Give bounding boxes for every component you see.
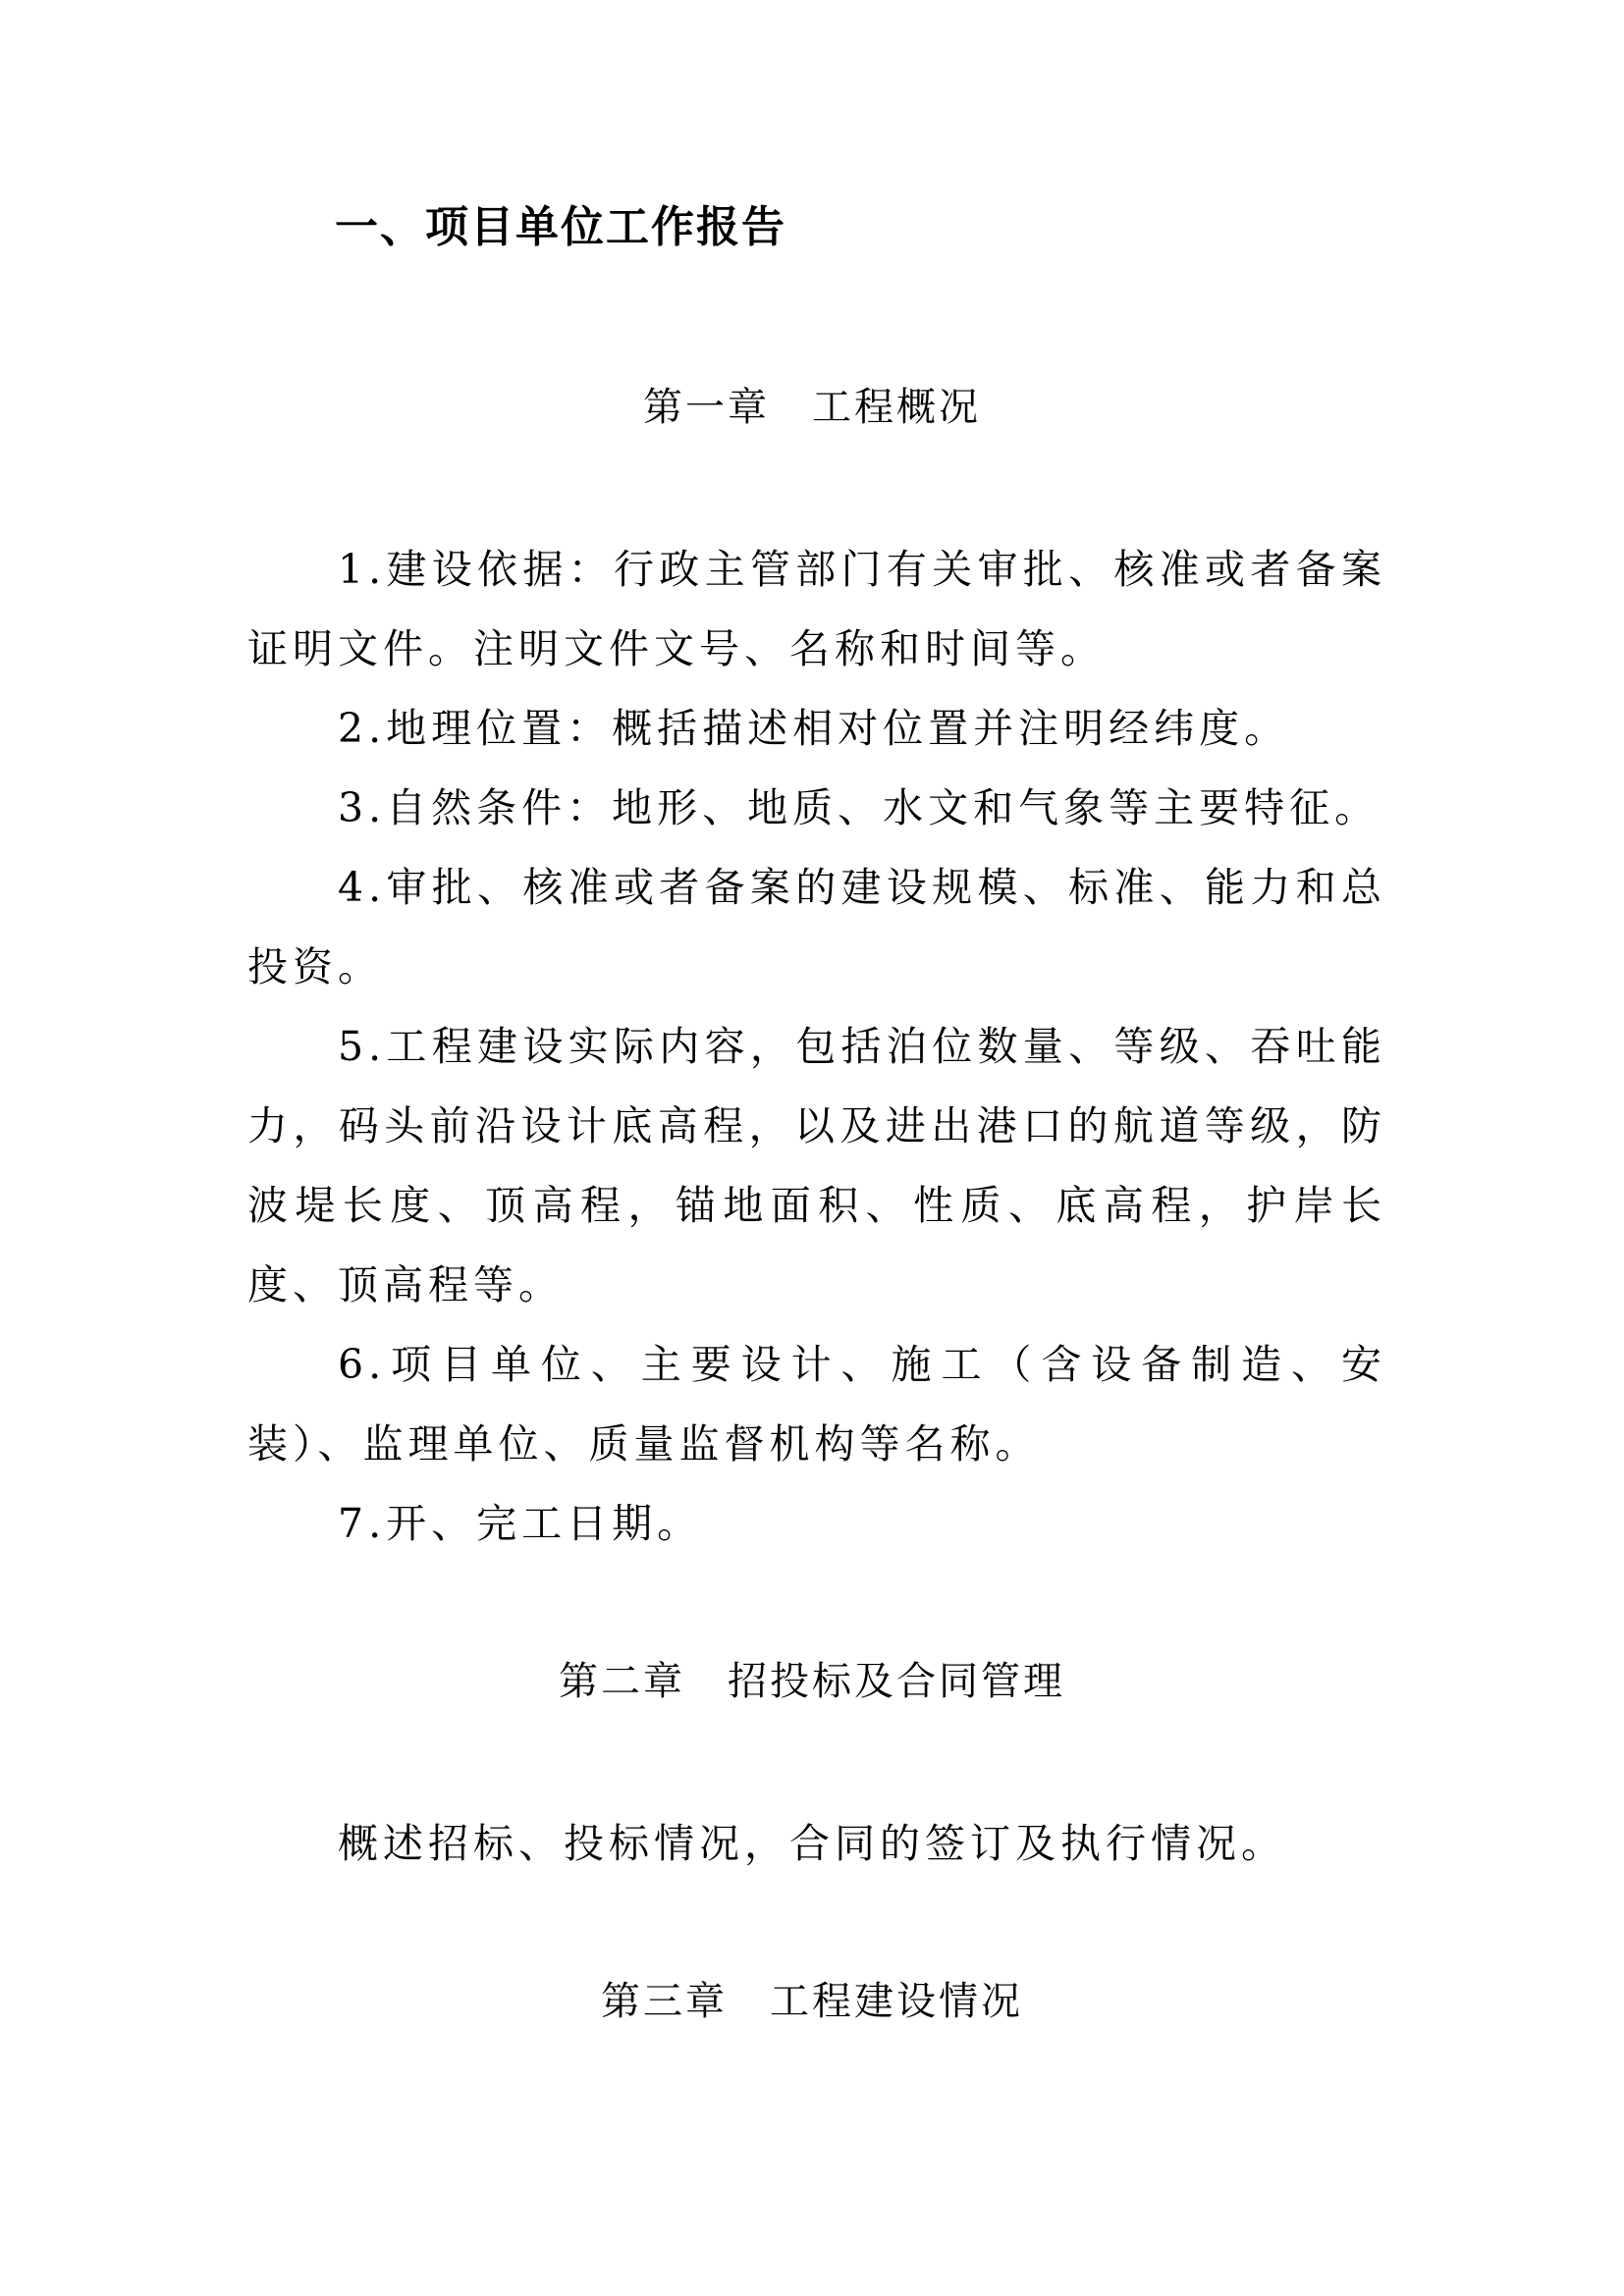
chapter-3-title: 第三章 工程建设情况: [601, 1979, 1023, 2024]
paragraph-location: 2.地理位置：概括描述相对位置并注明经纬度。: [338, 705, 1290, 752]
chapter-1-body: [247, 530, 1386, 1564]
paragraph-construction-content: 5.工程建设实际内容，包括泊位数量、等级、吞吐能力，码头前沿设计底高程，以及进出港口的航道等级，防波堤长度、顶高程，锚地面积、性质、底高程，护岸长度、顶高程等。: [247, 1023, 1386, 1308]
paragraph-dates: 7.开、完工日期。: [338, 1500, 703, 1547]
chapter-2-title: 第二章 招投标及合同管理: [559, 1659, 1065, 1704]
chapter-1-title: 第一章 工程概况: [643, 385, 981, 430]
paragraph-natural-conditions: 3.自然条件：地形、地质、水文和气象等主要特征。: [338, 784, 1380, 831]
paragraph-participants: 6.项目单位、主要设计、施工（含设备制造、安装）、监理单位、质量监督机构等名称。: [247, 1341, 1386, 1468]
paragraph-basis: 1.建设依据：行政主管部门有关审批、核准或者备案证明文件。注明文件文号、名称和时间等。: [247, 546, 1386, 672]
paragraph-bidding: 概述招标、投标情况，合同的签订及执行情况。: [338, 1820, 1286, 1867]
paragraph-approved-scale: 4.审批、核准或者备案的建设规模、标准、能力和总投资。: [247, 864, 1386, 990]
section-heading: 一、项目单位工作报告: [335, 202, 786, 252]
chapter-2-body: [247, 1804, 1386, 1884]
